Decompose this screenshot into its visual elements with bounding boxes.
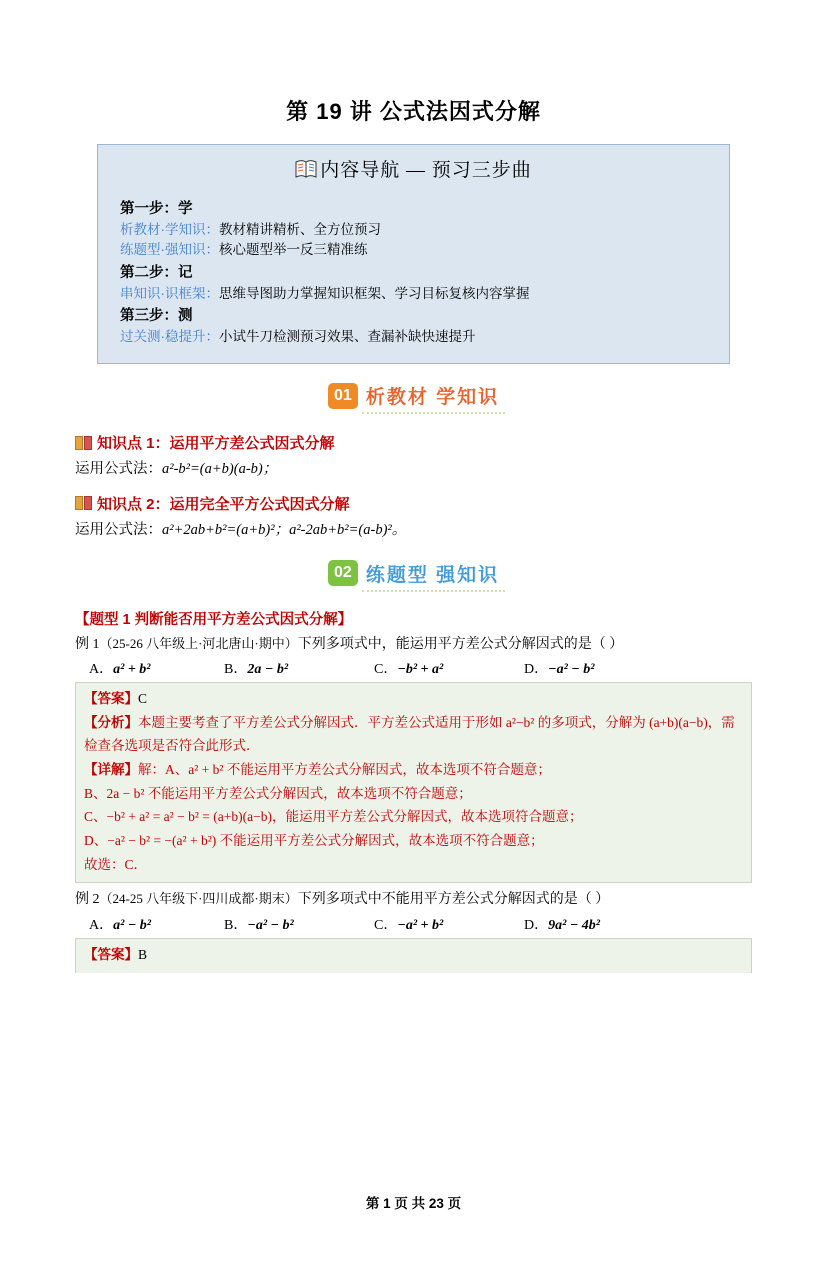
knowledge-point-2-body <box>75 520 752 542</box>
answer-label: 【答案】 <box>84 946 138 962</box>
question-1-stem <box>75 634 752 656</box>
option-b-text: −a² − b² <box>247 917 294 933</box>
nav-step-label-1: 第一步：学 <box>120 201 193 217</box>
section-banner-02 <box>75 560 752 598</box>
kp2-label: 运用公式法： <box>75 521 162 538</box>
detail-label: 【详解】 <box>84 762 138 778</box>
nav-desc: 小试牛刀检测预习效果、查漏补缺快速提升 <box>219 328 476 344</box>
section-dotted-underline <box>362 590 505 592</box>
question-1-answer-block <box>75 682 752 883</box>
analysis-text: 本题主要考查了平方差公式分解因式．平方差公式适用于形如 a²−b² 的多项式，分解为 (a+b)(a−b)，需检查各选项是否符合此形式． <box>84 714 735 754</box>
option-a-key: A． <box>89 662 114 678</box>
question-source: （24-25 八年级下·四川成都·期末） <box>99 891 298 907</box>
option-c-text: −b² + a² <box>397 662 444 678</box>
option-d-text: 9a² − 4b² <box>548 917 601 933</box>
nav-desc: 思维导图助力掌握知识框架、学习目标复核内容掌握 <box>219 285 530 301</box>
nav-line-2-1 <box>120 284 707 304</box>
option-a <box>89 914 224 934</box>
option-c-key: C． <box>374 662 398 678</box>
option-d-key: D． <box>524 917 549 933</box>
nav-heading-text: 内容导航 — 预习三步曲 <box>320 160 532 181</box>
books-icon <box>75 436 92 450</box>
detail-line-5: 故选：C． <box>84 856 148 872</box>
option-a-text: a² + b² <box>113 662 151 678</box>
question-2-options <box>89 914 752 934</box>
nav-line-1-1 <box>120 220 707 240</box>
open-book-icon <box>295 159 317 185</box>
detail-line-1 <box>84 758 743 782</box>
nav-line-1-2 <box>120 240 707 260</box>
question-text: 下列多项式中不能用平方差公式分解因式的是（ ） <box>297 892 610 908</box>
option-d <box>524 658 674 678</box>
question-source: （25-26 八年级上·河北唐山·期中） <box>99 635 298 651</box>
knowledge-point-2-heading <box>75 493 752 514</box>
nav-tag: 练题型·强知识： <box>120 242 219 258</box>
option-d <box>524 914 674 934</box>
answer-label: 【答案】 <box>84 691 138 707</box>
content-navigation-box <box>97 144 730 364</box>
document-page <box>0 95 827 1264</box>
analysis-line <box>84 711 743 758</box>
question-2-stem <box>75 889 752 911</box>
kp1-formula: a²-b²=(a+b)(a-b)； <box>162 461 278 478</box>
detail-text: 解：A、a² + b² 不能运用平方差公式分解因式，故本选项不符合题意； <box>138 762 551 778</box>
option-b <box>224 914 374 934</box>
option-d-key: D． <box>524 662 549 678</box>
nav-desc: 核心题型举一反三精准练 <box>219 242 368 258</box>
nav-heading <box>120 155 707 185</box>
answer-line <box>84 943 743 967</box>
kp1-label: 运用公式法： <box>75 461 162 478</box>
option-d-text: −a² − b² <box>548 662 595 678</box>
question-2-answer-block <box>75 938 752 973</box>
knowledge-point-2-title: 知识点 2：运用完全平方公式因式分解 <box>97 495 350 513</box>
option-b-key: B． <box>224 662 248 678</box>
page-title: 第 19 讲 公式法因式分解 <box>286 99 541 124</box>
question-number: 例 2 <box>75 892 100 908</box>
problem-type-heading: 【题型 1 判断能否用平方差公式因式分解】 <box>75 611 353 628</box>
detail-line-2: B、2a − b² 不能运用平方差公式分解因式，故本选项不符合题意； <box>84 785 472 801</box>
nav-step-label-2: 第二步：记 <box>120 264 193 281</box>
section-dotted-underline <box>362 412 505 414</box>
knowledge-point-1-heading <box>75 432 752 453</box>
section-title: 练题型 强知识 <box>365 564 500 586</box>
option-b <box>224 658 374 678</box>
option-b-text: 2a − b² <box>247 662 289 678</box>
answer-value: C <box>138 691 148 707</box>
analysis-label: 【分析】 <box>84 714 138 730</box>
page-footer: 第 1 页 共 23 页 <box>365 1196 462 1211</box>
question-number: 例 1 <box>75 636 100 652</box>
section-number: 01 <box>328 383 358 409</box>
answer-line <box>84 687 743 711</box>
knowledge-point-1-body <box>75 459 752 481</box>
nav-step-label-3: 第三步：测 <box>120 307 193 324</box>
nav-tag: 析教材·学知识： <box>120 222 219 238</box>
option-c-text: −a² + b² <box>397 917 444 933</box>
section-title: 析教材 学知识 <box>365 387 500 409</box>
question-text: 下列多项式中，能运用平方差公式分解因式的是（ ） <box>297 636 624 652</box>
option-c <box>374 658 524 678</box>
nav-line-3-1 <box>120 327 707 347</box>
books-icon <box>75 496 92 510</box>
section-banner-01 <box>75 382 752 420</box>
detail-line-4: D、−a² − b² = −(a² + b²) 不能运用平方差公式分解因式，故本选项不符合题意； <box>84 832 544 848</box>
nav-tag: 串知识·识框架： <box>120 285 219 301</box>
kp2-formula: a²+2ab+b²=(a+b)²；a²-2ab+b²=(a-b)²。 <box>162 521 407 538</box>
option-c-key: C． <box>374 917 398 933</box>
option-a <box>89 658 224 678</box>
option-c <box>374 914 524 934</box>
option-b-key: B． <box>224 917 248 933</box>
answer-value: B <box>138 946 148 962</box>
question-1-options <box>89 658 752 678</box>
knowledge-point-1-title: 知识点 1：运用平方差公式因式分解 <box>97 435 335 453</box>
nav-tag: 过关测·稳提升： <box>120 328 219 344</box>
option-a-key: A． <box>89 917 114 933</box>
detail-line-3: C、−b² + a² = a² − b² = (a+b)(a−b)，能运用平方差公式分解因式，故本选项符合题意； <box>84 809 583 825</box>
section-number: 02 <box>328 560 358 586</box>
nav-desc: 教材精讲精析、全方位预习 <box>219 222 381 238</box>
option-a-text: a² − b² <box>113 917 152 933</box>
